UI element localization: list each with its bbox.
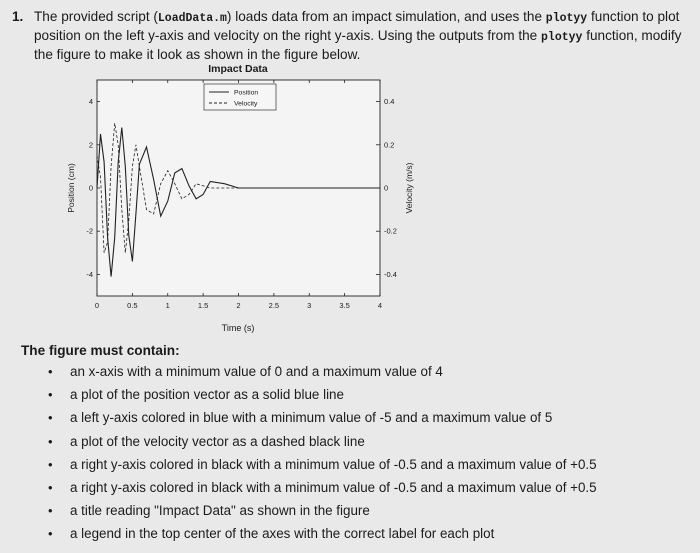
requirements-title: The figure must contain:	[21, 343, 180, 358]
left-y-tick-label: 2	[88, 140, 93, 150]
question-paragraph	[12, 8, 692, 63]
script-name: LoadData.m	[157, 12, 227, 25]
x-tick-label: 1	[165, 301, 170, 310]
right-y-tick-label: 0	[384, 183, 389, 193]
requirement-item: • a title reading "Impact Data" as shown in the figure	[44, 503, 597, 526]
left-y-tick-label: -4	[86, 269, 93, 279]
left-y-axis-label: Position (cm)	[66, 163, 76, 213]
requirement-item: • a plot of the position vector as a solid blue line	[44, 387, 597, 410]
requirement-item: • a legend in the top center of the axes with the correct label for each plot	[44, 526, 597, 549]
left-y-tick-label: 0	[88, 183, 93, 193]
question-number: 1.	[12, 9, 24, 24]
right-y-tick-label: -0.2	[384, 226, 397, 236]
legend-velocity-label: Velocity	[234, 100, 258, 108]
question-text-3: function to plot position on the left y-axis and velocity on the right y-axis. Using the outputs from the	[34, 9, 680, 43]
function-name-2: plotyy	[541, 31, 583, 44]
question-text-2: ) loads data from an impact simulation, and uses the	[226, 9, 546, 24]
requirement-item: • a plot of the velocity vector as a dashed black line	[44, 434, 597, 457]
x-tick-label: 2	[236, 301, 241, 310]
chart-title: Impact Data	[208, 63, 268, 75]
requirement-item: • a right y-axis colored in black with a minimum value of -0.5 and a maximum value of +0.5	[44, 457, 597, 480]
legend-position-label: Position	[234, 89, 259, 97]
function-name: plotyy	[545, 12, 588, 25]
x-tick-label: 4	[377, 301, 383, 310]
question-text-4: function, modify the figure to make it look as shown in the figure below.	[34, 28, 682, 62]
x-tick-label: 1.5	[197, 301, 209, 310]
question-text	[34, 8, 692, 63]
right-y-axis-label: Velocity (m/s)	[404, 162, 414, 214]
x-tick-label: 3.5	[339, 301, 350, 310]
left-y-tick-label: -2	[86, 226, 93, 236]
requirement-item: • an x-axis with a minimum value of 0 and a maximum value of 4	[44, 364, 597, 387]
x-axis-label: Time (s)	[221, 323, 255, 333]
x-tick-label: 3	[307, 301, 312, 310]
right-y-tick-label: 0.2	[384, 140, 395, 150]
x-tick-label: 0.5	[127, 301, 138, 310]
question-text-1: The provided script (	[34, 9, 158, 24]
right-y-tick-label: 0.4	[384, 97, 395, 107]
requirement-item: • a right y-axis colored in black with a minimum value of -0.5 and a maximum value of +0.5	[44, 480, 597, 503]
left-y-tick-label: 4	[88, 97, 93, 107]
requirements-list	[44, 364, 597, 550]
impact-data-figure	[52, 60, 432, 340]
right-y-tick-label: -0.4	[384, 269, 397, 279]
x-tick-label: 0	[94, 301, 100, 310]
x-tick-label: 2.5	[268, 301, 280, 310]
requirement-item: • a left y-axis colored in blue with a minimum value of -5 and a maximum value of 5	[44, 410, 597, 433]
